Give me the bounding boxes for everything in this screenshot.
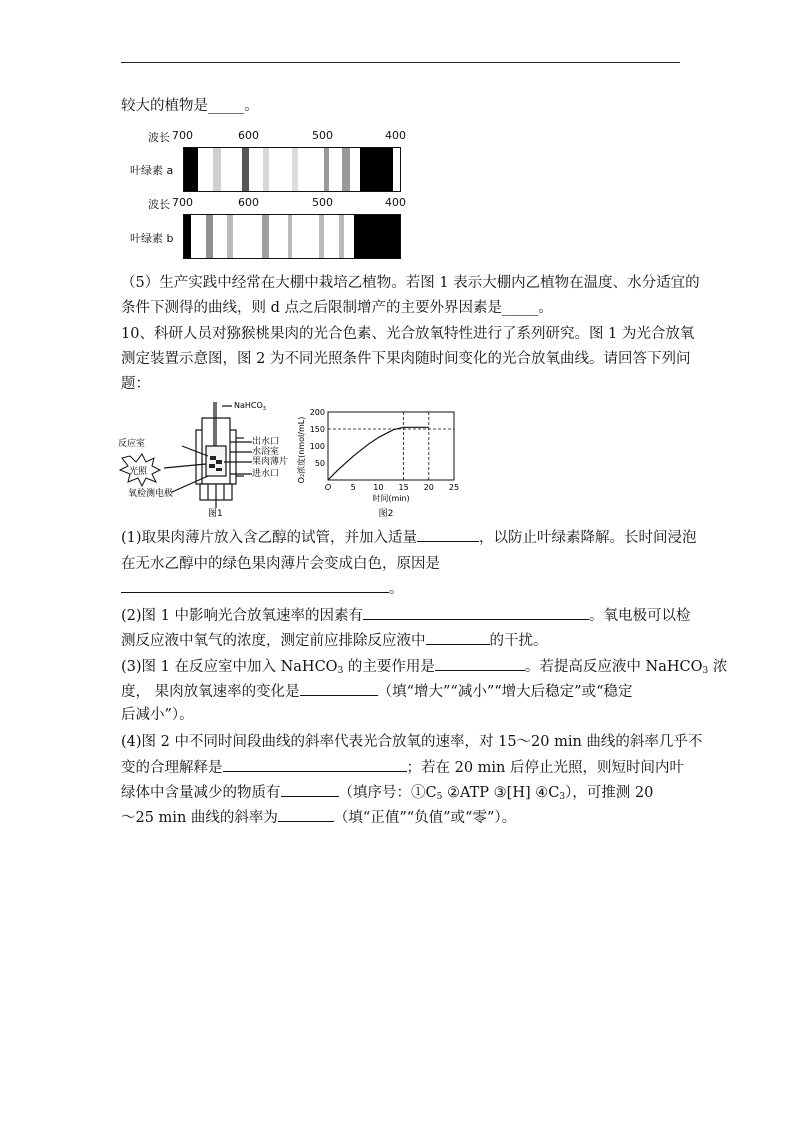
chlorophyll-a-band-2: [242, 148, 249, 191]
x-tick-label-25: 25: [448, 483, 460, 492]
q3-line-1: [121, 656, 727, 681]
figure-2-caption: 图2: [378, 509, 394, 519]
chlorophyll-b-band-0: [184, 215, 191, 258]
q4-text-e: ②ATP ③[H] ④C: [442, 785, 560, 801]
chlorophyll-b-band-7: [354, 215, 400, 258]
water-bath-label: 水浴室: [252, 447, 280, 457]
x-tick-label-5: 5: [350, 483, 356, 492]
q1-text-end: 。: [389, 581, 404, 597]
y-tick-label-200: 200: [309, 408, 325, 417]
header-rule: [121, 62, 680, 63]
y-tick-label-150: 150: [309, 425, 325, 434]
x-tick-label-20: 20: [423, 483, 434, 492]
q3-sub-2: 3: [702, 666, 709, 676]
wavelength-label-b: 波长: [148, 198, 170, 211]
x-tick-label-10: 10: [373, 483, 384, 492]
fruit-slice-label: 果肉薄片: [252, 457, 289, 467]
light-label: 光照: [129, 467, 148, 477]
q4-text-c: 绿体中含量减少的物质有: [121, 785, 281, 801]
y-tick-label-50: 50: [314, 459, 325, 468]
oxygen-electrode-label: 氧检测电极: [128, 489, 174, 499]
q2-text-b: 。氧电极可以检: [588, 608, 691, 624]
q2-blank-2[interactable]: [426, 630, 490, 645]
water-outlet-label: 出水口: [252, 437, 280, 447]
q5-line-2: 条件下测得的曲线，则 d 点之后限制增产的主要外界因素是_____。: [121, 300, 553, 316]
figure-1-caption: 图1: [208, 509, 223, 519]
q1-text-b: ，以防止叶绿素降解。长时间浸泡: [479, 530, 697, 546]
x-tick-label-15: 15: [398, 483, 409, 492]
tick-500-b: 500: [312, 196, 333, 209]
q3-text-b: 的主要作用是: [343, 659, 435, 675]
chlorophyll-b-band-5: [319, 215, 324, 258]
chlorophyll-b-band-1: [206, 215, 213, 258]
q4-text-a: 变的合理解释是: [121, 760, 223, 776]
q10-intro-line-3: 题：: [121, 376, 150, 392]
chlorophyll-a-band-1: [213, 148, 222, 191]
q5-line-1: （5）生产实践中经常在大棚中栽培乙植物。若图 1 表示大棚内乙植物在温度、水分适宜的: [121, 275, 700, 291]
chlorophyll-a-band-6: [342, 148, 349, 191]
chlorophyll-a-spectrum: [183, 147, 401, 192]
q4-sub-c5: 5: [436, 792, 443, 802]
chlorophyll-b-spectrum: [183, 214, 401, 259]
tick-400-b: 400: [385, 196, 406, 209]
q3-line-3: 后减小”）。: [121, 707, 194, 723]
wavelength-label-a: 波长: [148, 131, 170, 144]
q1-line-3: [121, 578, 404, 599]
q1-blank-2[interactable]: [121, 578, 389, 593]
q4-line-3: [121, 782, 653, 807]
q10-intro-line-1: 10、科研人员对猕猴桃果肉的光合色素、光合放氧特性进行了系列研究。图 1 为光合放氧: [121, 326, 695, 342]
q2-text-a: (2)图 1 中影响光合放氧速率的因素有: [121, 608, 363, 624]
q3-blank-2[interactable]: [300, 681, 378, 696]
q3-text-c: 。若提高反应液中 NaHCO: [524, 659, 703, 675]
water-inlet-label: 进水口: [252, 469, 280, 479]
q10-intro-line-2: 测定装置示意图，图 2 为不同光照条件下果肉随时间变化的光合放氧曲线。请回答下列问: [121, 351, 691, 367]
nahco3-label: NaHCO$_3$: [234, 401, 266, 412]
chlorophyll-a-band-5: [324, 148, 329, 191]
q2-line-1: [121, 605, 690, 626]
chlorophyll-b-band-3: [262, 215, 269, 258]
chlorophyll-b-band-2: [227, 215, 233, 258]
q1-text-a: (1)取果肉薄片放入含乙醇的试管，并加入适量: [121, 530, 418, 546]
chlorophyll-b-label: 叶绿素 b: [130, 232, 174, 245]
figure-1-apparatus: [112, 394, 302, 520]
y-tick-label-100: 100: [309, 442, 325, 451]
tick-400-a: 400: [385, 129, 406, 142]
tick-600-a: 600: [238, 129, 259, 142]
q3-text-a: (3)图 1 在反应室中加入 NaHCO: [121, 659, 338, 675]
q4-text-f: ），可推测 20: [565, 785, 654, 801]
q4-line-2: [121, 757, 684, 778]
chlorophyll-a-label: 叶绿素 a: [130, 164, 174, 177]
q4-text-h: （填“正值”“负值”或“零”）。: [333, 810, 517, 826]
chlorophyll-a-band-3: [263, 148, 269, 191]
tick-700-b: 700: [172, 196, 193, 209]
q1-line-2: 在无水乙醇中的绿色果肉薄片会变成白色，原因是: [121, 556, 440, 572]
tick-500-a: 500: [312, 129, 333, 142]
chart-y-axis-label: O₂浓度(nmol/mL): [297, 416, 306, 484]
chlorophyll-b-band-6: [339, 215, 344, 258]
q2-blank-1[interactable]: [363, 605, 589, 620]
tick-600-b: 600: [238, 196, 259, 209]
plot-frame: [328, 412, 454, 480]
chlorophyll-a-band-7: [360, 148, 392, 191]
q4-line-1: (4)图 2 中不同时间段曲线的斜率代表光合放氧的速率，对 15～20 min 曲线的斜率几乎不: [121, 734, 703, 750]
q1-blank-1[interactable]: [417, 527, 479, 542]
figure-2-chart: [294, 400, 464, 520]
q4-blank-1[interactable]: [223, 757, 407, 772]
q4-sub-c3: 3: [559, 792, 566, 802]
q4-blank-2[interactable]: [281, 782, 339, 797]
series-line: [328, 427, 429, 480]
chlorophyll-a-band-4: [292, 148, 298, 191]
tick-700-a: 700: [172, 129, 193, 142]
q3-text-d: 浓: [708, 659, 728, 675]
q4-text-d: （填序号：①C: [338, 785, 437, 801]
x-tick-label-O: O: [324, 483, 332, 492]
q3-text-e: 度， 果肉放氧速率的变化是: [121, 684, 300, 700]
q4-blank-3[interactable]: [278, 807, 334, 822]
chlorophyll-b-band-4: [288, 215, 292, 258]
q3-sub-1: 3: [337, 666, 344, 676]
q2-text-d: 的干扰。: [489, 633, 548, 649]
q3-blank-1[interactable]: [435, 656, 525, 671]
q4-text-g: ～25 min 曲线的斜率为: [121, 810, 278, 826]
q1-line-1: [121, 527, 697, 548]
reaction-chamber-label: 反应室: [118, 439, 146, 449]
chlorophyll-a-band-0: [184, 148, 198, 191]
chart-x-axis-label: 时间(min): [372, 494, 410, 503]
previous-question-tail: 较大的植物是_____。: [121, 98, 259, 114]
q4-text-b: ；若在 20 min 后停止光照，则短时间内叶: [406, 760, 685, 776]
q2-text-c: 测反应液中氧气的浓度，测定前应排除反应液中: [121, 633, 426, 649]
q4-line-4: [121, 807, 516, 828]
q3-line-2: [121, 681, 633, 702]
q2-line-2: [121, 630, 548, 651]
q3-text-f: （填“增大”“减小”“增大后稳定”或“稳定: [377, 684, 633, 700]
